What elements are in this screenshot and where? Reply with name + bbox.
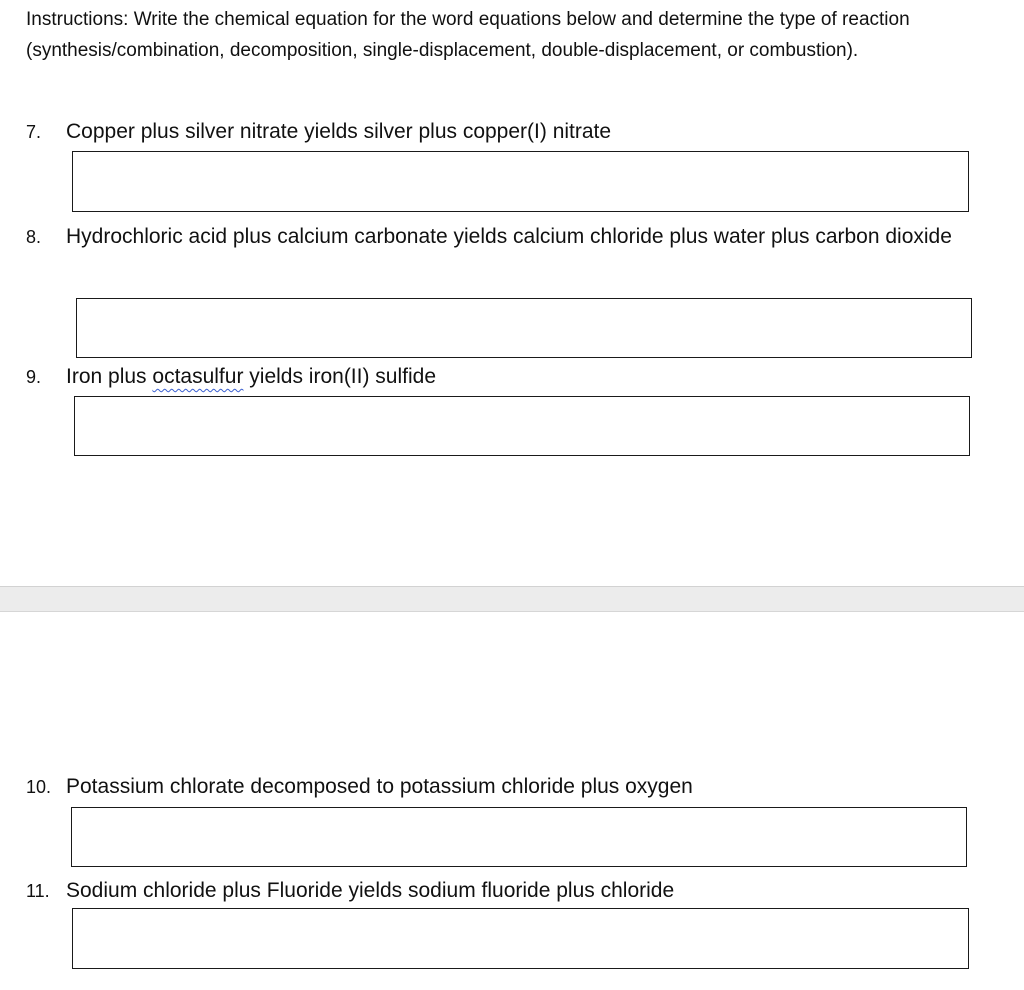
answer-box-9[interactable] [74,396,970,456]
question-number: 8. [26,227,42,247]
question-text: Hydrochloric acid plus calcium carbonate yields calcium chloride plus water plus carbon dioxide [66,225,952,248]
question-number: 9. [26,367,42,387]
question-text: Copper plus silver nitrate yields silver plus copper(I) nitrate [66,120,612,143]
question-text [66,360,1011,394]
answer-box-7[interactable] [72,151,969,212]
answer-box-10[interactable] [71,807,967,867]
page-break-divider [0,586,1024,612]
question-9 [26,360,1011,394]
question-number: 7. [26,122,42,142]
question-7 [26,115,1011,149]
question-text-part: yields iron(II) sulfide [243,365,437,388]
question-number: 10. [26,777,52,797]
question-text: Sodium chloride plus Fluoride yields sodium fluoride plus chloride [66,879,675,902]
question-11 [26,874,1011,908]
question-10 [26,770,1011,804]
spellcheck-flagged-word[interactable]: octasulfur [152,365,244,388]
answer-box-8[interactable] [76,298,972,358]
instructions-text: Instructions: Write the chemical equation for the word equations below and determine the type of reaction (synthesis/combination, decomposition, single-displacement, double-displacement, or combustion). [26,9,910,61]
answer-box-11[interactable] [72,908,969,969]
question-8 [26,220,1011,254]
question-text: Potassium chlorate decomposed to potassium chloride plus oxygen [66,775,693,798]
question-number: 11. [26,881,50,901]
question-text-part: Iron plus [66,365,153,388]
